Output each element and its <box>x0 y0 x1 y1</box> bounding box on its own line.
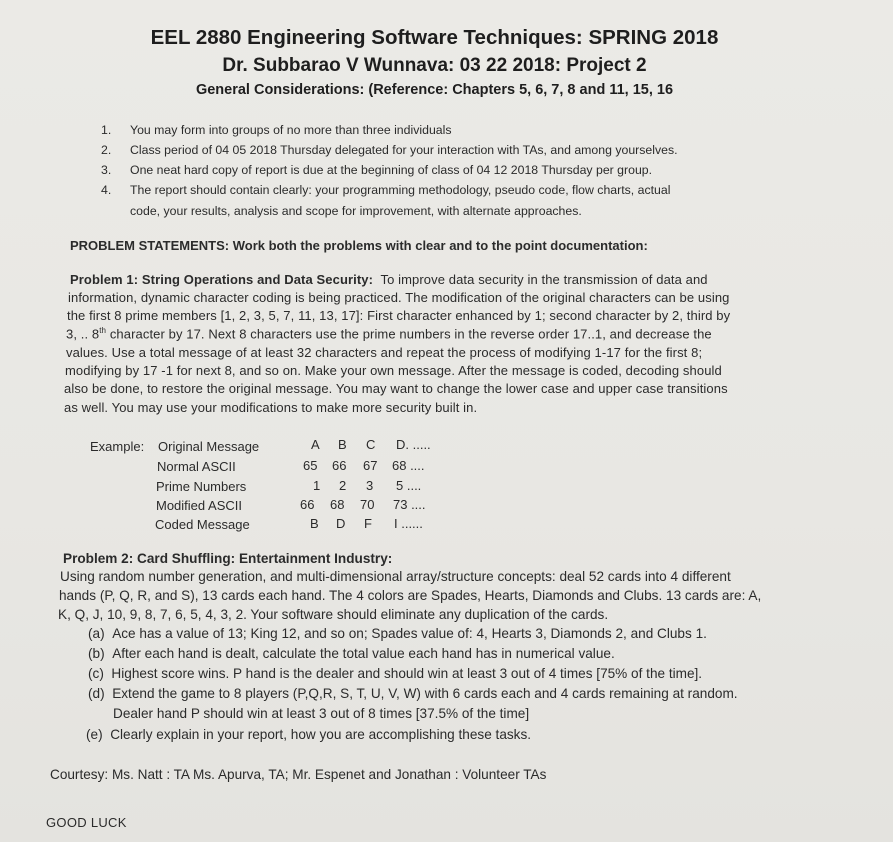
example-row-name: Prime Numbers <box>156 479 247 494</box>
example-cell: 67 <box>363 458 378 473</box>
example-cell: 66 <box>300 497 315 512</box>
problem1-line: 3, .. 8th character by 17. Next 8 characters use the prime numbers in the reverse order 17..1, and decrease the <box>66 326 712 342</box>
example-cell: I ...... <box>394 516 423 531</box>
problem1-line: the first 8 prime members [1, 2, 3, 5, 7, 11, 13, 17]: First character enhanced by 1; second character by 2, third by <box>67 308 731 323</box>
problem1-line: also be done, to restore the original message. You may want to change the lower case and upper case transitions <box>64 381 728 396</box>
example-cell: 2 <box>339 478 347 493</box>
closing-text: GOOD LUCK <box>46 815 127 830</box>
problem2-heading: Problem 2: Card Shuffling: Entertainment Industry: <box>63 551 393 566</box>
problem2-item: (d) Extend the game to 8 players (P,Q,R, S, T, U, V, W) with 6 cards each and 4 cards remaining at random. <box>88 686 738 701</box>
example-cell: A <box>311 437 320 452</box>
example-cell: 66 <box>332 458 347 473</box>
example-cell: B <box>310 516 319 531</box>
problem1-line: information, dynamic character coding is being practiced. The modification of the original characters can be using <box>68 290 730 305</box>
problem-statements-heading: PROBLEM STATEMENTS: Work both the problems with clear and to the point documentation: <box>70 238 648 253</box>
problem2-item: (e) Clearly explain in your report, how you are accomplishing these tasks. <box>86 727 532 742</box>
example-cell: B <box>338 437 347 452</box>
problem2-item-continuation: Dealer hand P should win at least 3 out of 8 times [37.5% of the time] <box>113 706 530 721</box>
problem2-line: hands (P, Q, R, and S), 13 cards each hand. The 4 colors are Spades, Hearts, Diamonds and Clubs. 13 cards are: A, <box>59 588 762 603</box>
example-row-name: Coded Message <box>155 517 250 532</box>
courtesy-line: Courtesy: Ms. Natt : TA Ms. Apurva, TA; Mr. Espenet and Jonathan : Volunteer TAs <box>50 767 547 782</box>
example-cell: C <box>366 437 376 452</box>
document-page: EEL 2880 Engineering Software Techniques: SPRING 2018 Dr. Subbarao V Wunnava: 03 22 2018: Project 2 General Considerations: (Reference: Chapters 5, 6, 7, 8 and 11, 15, 16 1. You may form into groups of no more than three individuals 2. Class period of 04 05 2018 Thursday delegated for your interaction with TAs, and among yourselves. 3. One neat hard copy of report is due at the beginning of class of 04 12 2018 Thursday per group. 4. The report should contain clearly: your programming methodology, pseudo code, flow charts, actual code, your results, analysis and scope for improvement, with alternate approaches. PROBLEM STATEMENTS: Work both the problems with clear and to the point documentation: Problem 1: String Operations and Data Security: To improve data security in the transmission of data and information, dynamic character coding is being practiced. The modification of the original characters can be using the first 8 prime members [1, 2, 3, 5, 7, 11, 13, 17]: First character enhanced by 1; second character by 2, third by 3, .. 8th character by 17. Next 8 characters use the prime numbers in the reverse order 17..1, and decrease the values. Use a total message of at least 32 characters and repeat the process of modifying 1-17 for the first 8; modifying by 17 -1 for next 8, and so on. Make your own message. After the message is coded, decoding should also be done, to restore the original message. You may want to change the lower case and upper case transitions as well. You may use your modifications to make more security built in. Example: Original Message A B C D. ..... Normal ASCII 65 66 67 68 .... Prime Numbers 1 2 3 5 .... Modified ASCII 66 68 70 73 .... Coded Message B D F I ...... Problem 2: Card Shuffling: Entertainment Industry: Using random number generation, and multi-dimensional array/structure concepts: deal 52 cards into 4 different hands (P, Q, R, and S), 13 cards each hand. The 4 colors are Spades, Hearts, Diamonds and Clubs. 13 cards are: A, K, Q, J, 10, 9, 8, 7, 6, 5, 4, 3, 2. Your software should eliminate any duplication of the cards. (a) Ace has a value of 13; King 12, and so on; Spades value of: 4, Hearts 3, Diamonds 2, and Clubs 1. (b) After each hand is dealt, calculate the total value each hand has in numerical value. (c) Highest score wins. P hand is the dealer and should win at least 3 out of 4 times [75% of the time]. (d) Extend the game to 8 players (P,Q,R, S, T, U, V, W) with 6 cards each and 4 cards remaining at random. Dealer hand P should win at least 3 out of 8 times [37.5% of the time] (e) Clearly explain in your report, how you are accomplishing these tasks. Courtesy: Ms. Natt : TA Ms. Apurva, TA; Mr. Espenet and Jonathan : Volunteer TAs GOOD LUCK <box>0 0 893 842</box>
example-cell: D. ..... <box>396 437 431 452</box>
example-cell: 3 <box>366 478 374 493</box>
example-row-name: Normal ASCII <box>157 459 236 474</box>
problem2-item: (b) After each hand is dealt, calculate the total value each hand has in numerical value. <box>88 646 615 661</box>
example-cell: 70 <box>360 497 375 512</box>
problem1-line: values. Use a total message of at least 32 characters and repeat the process of modifying 1-17 for the first 8; <box>66 345 703 360</box>
example-row-name: Modified ASCII <box>156 498 242 513</box>
example-cell: 1 <box>313 478 321 493</box>
document-subtitle: Dr. Subbarao V Wunnava: 03 22 2018: Project 2 <box>222 55 647 76</box>
problem2-line: Using random number generation, and multi-dimensional array/structure concepts: deal 52 cards into 4 different <box>60 569 731 584</box>
example-row-name: Original Message <box>158 439 260 454</box>
problem1-heading: Problem 1: String Operations and Data Security: <box>70 272 374 287</box>
problem2-line: K, Q, J, 10, 9, 8, 7, 6, 5, 4, 3, 2. Your software should eliminate any duplication of the cards. <box>58 607 609 622</box>
example-cell: 73 .... <box>393 497 426 512</box>
problem1-line: as well. You may use your modifications to make more security built in. <box>64 400 478 415</box>
example-cell: 68 .... <box>392 458 425 473</box>
problem1-line: modifying by 17 -1 for next 8, and so on. Make your own message. After the message is coded, decoding should <box>65 363 722 378</box>
problem2-item: (a) Ace has a value of 13; King 12, and so on; Spades value of: 4, Hearts 3, Diamonds 2, and Clubs 1. <box>88 626 707 641</box>
document-title: EEL 2880 Engineering Software Techniques: SPRING 2018 <box>150 26 719 49</box>
problem1-line: Problem 1: String Operations and Data Security: To improve data security in the transmission of data and <box>70 272 708 287</box>
example-label: Example: <box>90 439 145 454</box>
example-cell: 68 <box>330 497 345 512</box>
example-cell: F <box>364 516 372 531</box>
example-cell: D <box>336 516 346 531</box>
example-cell: 5 .... <box>396 478 422 493</box>
example-cell: 65 <box>303 458 318 473</box>
reference-line: General Considerations: (Reference: Chapters 5, 6, 7, 8 and 11, 15, 16 <box>195 82 674 98</box>
problem2-item: (c) Highest score wins. P hand is the dealer and should win at least 3 out of 4 times [75% of the time]. <box>88 666 703 681</box>
